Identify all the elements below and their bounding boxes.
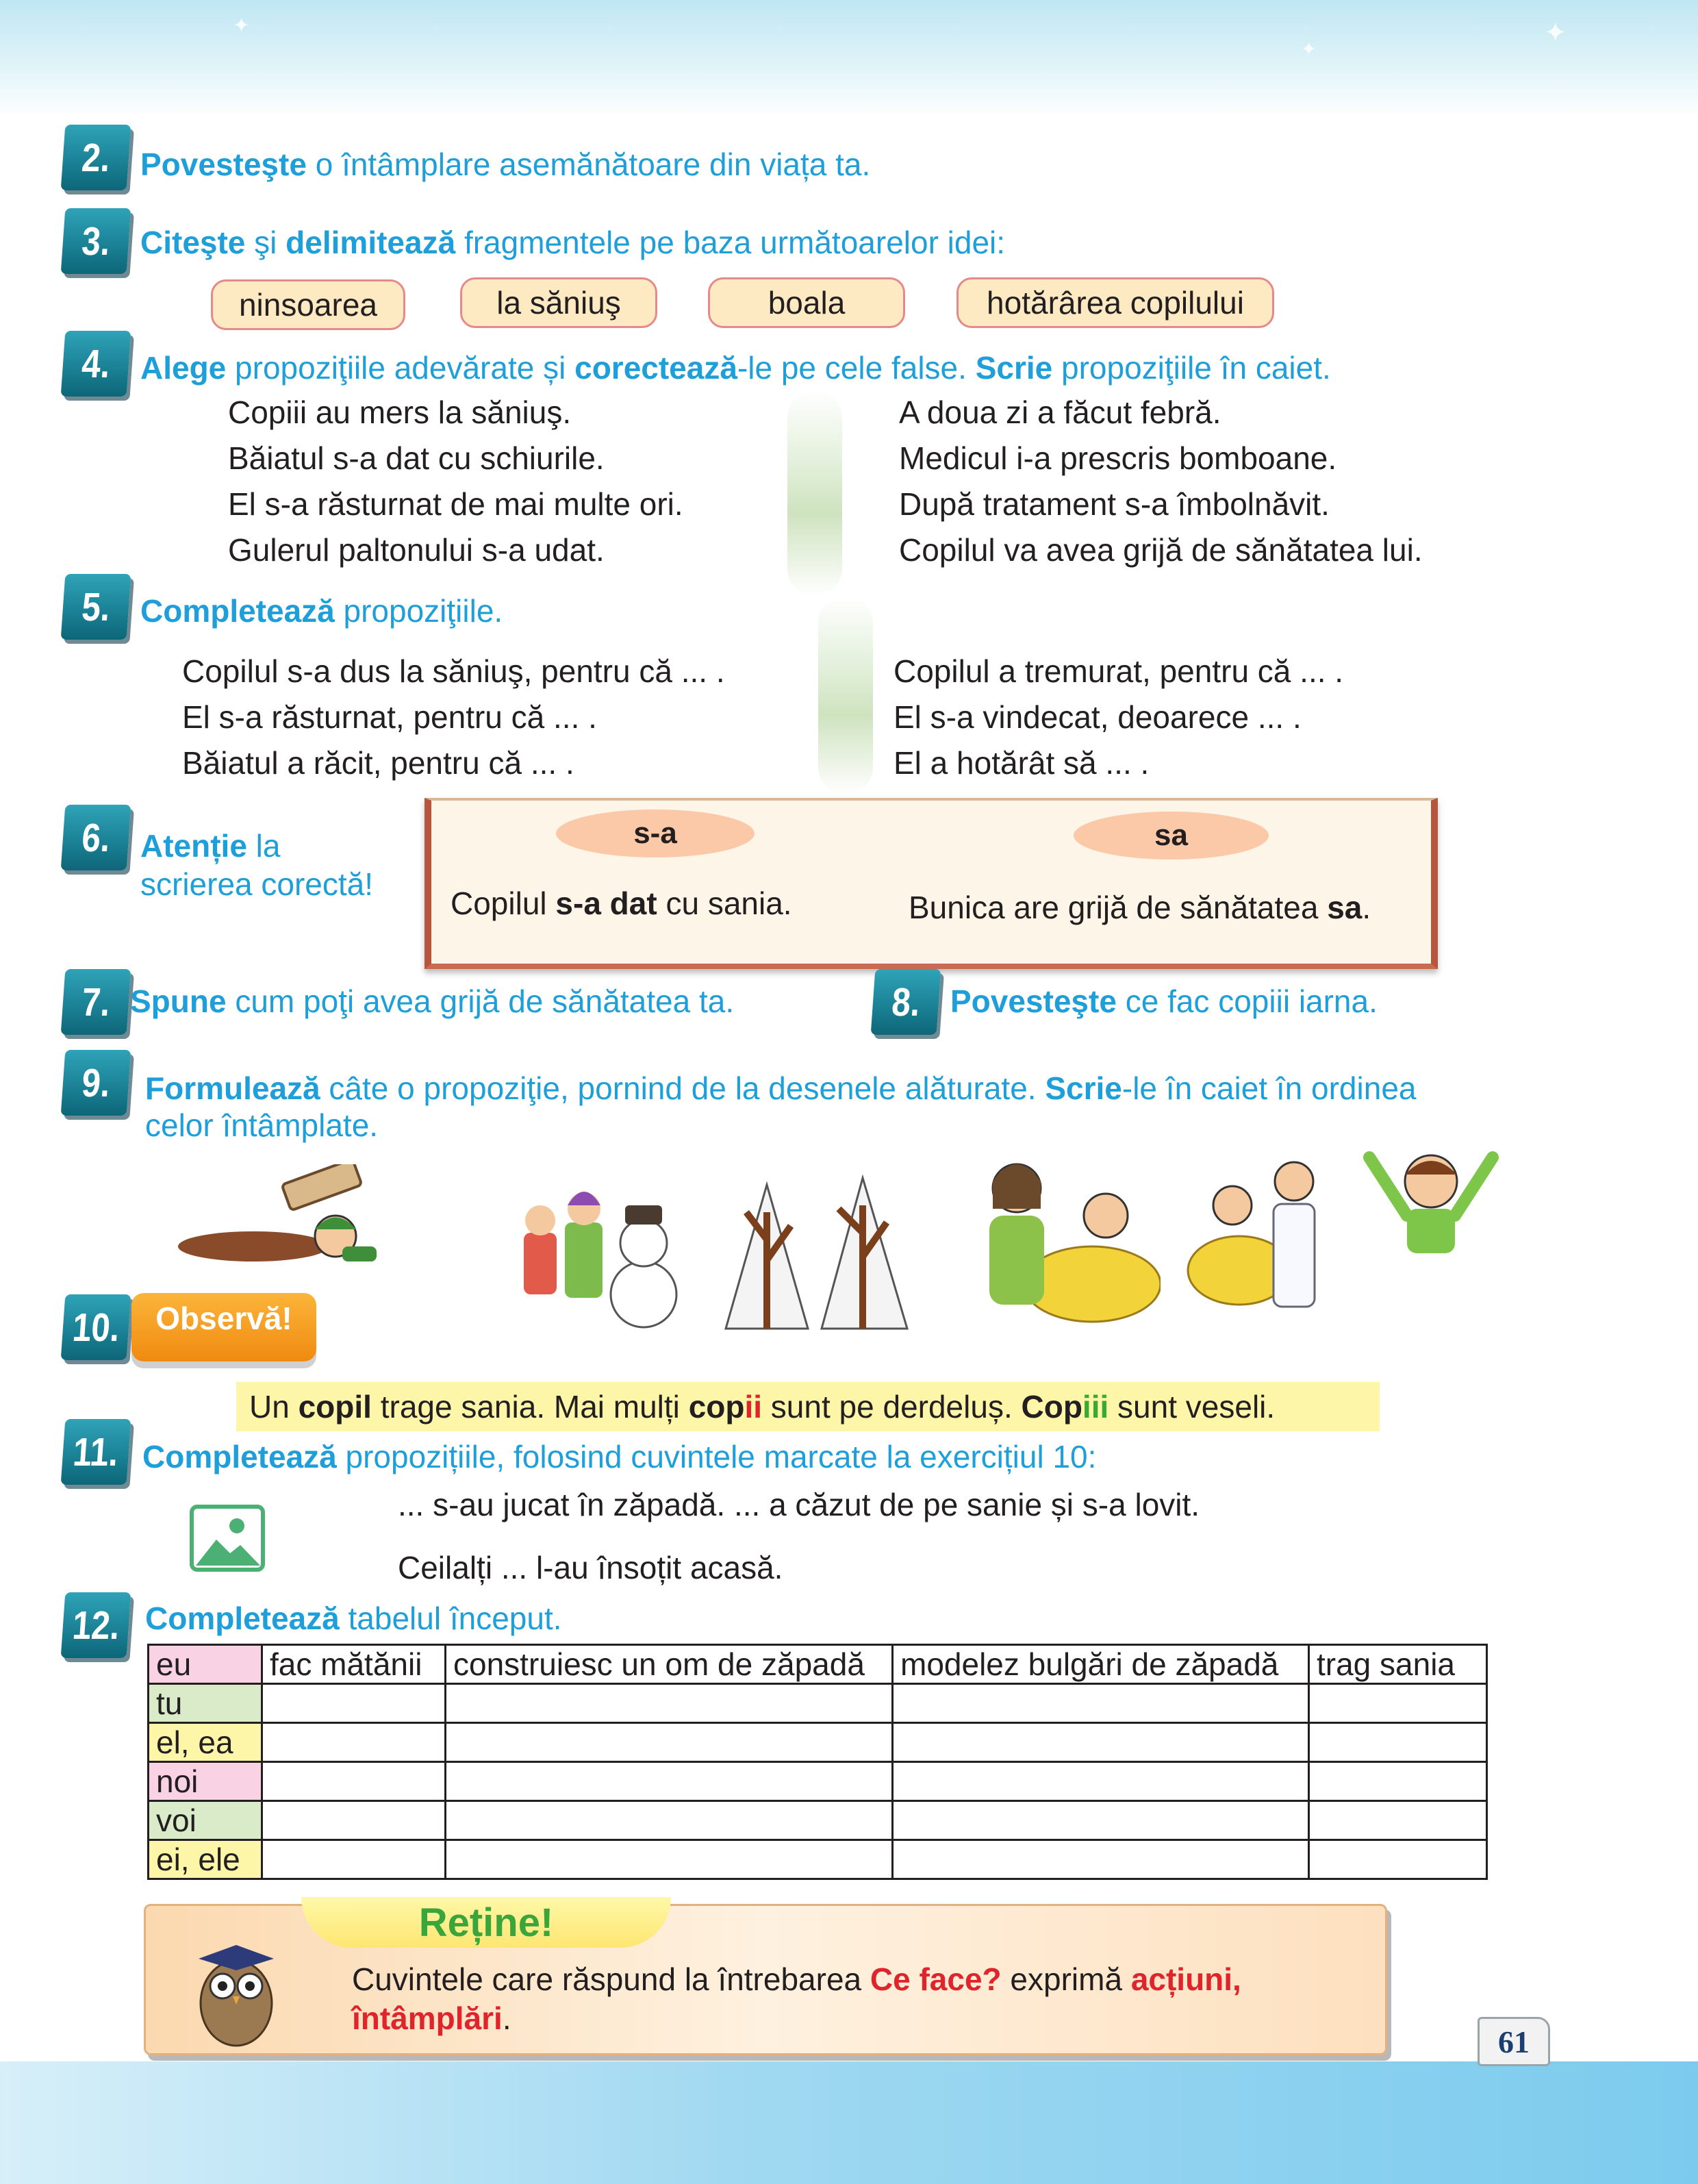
exercise-9-instruction	[145, 1070, 1416, 1107]
exercise-number-badge: 6.	[61, 805, 131, 870]
remember-text-line1	[352, 1961, 1241, 1998]
key-word: copil	[298, 1389, 372, 1424]
remember-text: .	[502, 2000, 511, 2036]
pronoun-cell: el, ea	[149, 1723, 262, 1762]
exercise-5-instruction	[140, 592, 503, 629]
exercise-11-instruction	[142, 1438, 1096, 1475]
answer-cell[interactable]	[1309, 1840, 1487, 1879]
instruction-text: fragmentele pe baza următoarelor idei:	[455, 225, 1006, 260]
decorative-swirl	[787, 390, 842, 596]
instruction-text: propoziţiile adevărate și	[226, 350, 575, 386]
image-placeholder-icon	[189, 1504, 266, 1572]
instruction-verb: corectează	[574, 350, 737, 386]
header-cell: construiesc un om de zăpadă	[446, 1645, 893, 1684]
instruction-text: celor întâmplate.	[145, 1107, 379, 1143]
instruction-text: la	[246, 828, 281, 864]
answer-cell[interactable]	[1309, 1801, 1487, 1840]
statement: Copiii au mers la săniuş.	[228, 394, 572, 430]
decorative-swirl	[818, 596, 873, 794]
sentence-to-complete: Ceilalți ... l-au însoțit acasă.	[398, 1550, 783, 1585]
answer-cell[interactable]	[446, 1723, 893, 1762]
instruction-verb: Atenție	[140, 828, 247, 864]
header-cell: modelez bulgări de zăpadă	[893, 1645, 1309, 1684]
table-row	[149, 1840, 1487, 1879]
remember-highlight: întâmplări	[352, 2000, 503, 2036]
happy-child-illustration	[1356, 1144, 1506, 1253]
mother-sick-child-illustration	[976, 1140, 1161, 1329]
header-cell: fac mătănii	[262, 1645, 446, 1684]
instruction-verb: Povesteşte	[950, 983, 1117, 1019]
exercise-number-badge: 9.	[61, 1050, 131, 1116]
example-text: Copilul	[451, 886, 556, 921]
answer-cell[interactable]	[262, 1801, 446, 1840]
instruction-text: propoziţiile în caiet.	[1052, 350, 1331, 386]
instruction-text: propozițiile, folosind cuvintele marcate la exercițiul 10:	[336, 1439, 1097, 1474]
sentence-to-complete: Copilul s-a dus la săniuş, pentru că ... .	[182, 653, 725, 689]
exercise-number-badge: 11.	[61, 1419, 131, 1485]
remember-title: Reține!	[301, 1897, 671, 1948]
instruction-text: tabelul început.	[339, 1601, 562, 1636]
answer-cell[interactable]	[893, 1840, 1309, 1879]
remember-text: exprimă	[1001, 1961, 1131, 1997]
table-row	[149, 1801, 1487, 1840]
answer-cell[interactable]	[262, 1684, 446, 1723]
sentence-text: sunt veseli.	[1108, 1389, 1276, 1424]
sentence-text: sunt pe derdeluș.	[762, 1389, 1022, 1424]
sparkle-icon: ✦	[1301, 38, 1317, 60]
owl-teacher-icon	[185, 1928, 288, 2048]
pronoun-cell: noi	[149, 1762, 262, 1801]
remember-highlight: acțiuni,	[1130, 1961, 1241, 1997]
table-header-row	[149, 1645, 1487, 1684]
bottom-background	[0, 2061, 1698, 2184]
instruction-verb: Povesteşte	[140, 147, 307, 182]
sentence-to-complete: El s-a răsturnat, pentru că ... .	[182, 699, 597, 735]
plural-ending: iii	[1082, 1389, 1109, 1424]
exercise-number-badge: 5.	[61, 574, 131, 640]
answer-cell[interactable]	[446, 1684, 893, 1723]
exercise-number-badge: 2.	[61, 125, 131, 190]
answer-cell[interactable]	[893, 1801, 1309, 1840]
observe-label: Observă!	[131, 1293, 316, 1361]
answer-cell[interactable]	[262, 1840, 446, 1879]
table-row	[149, 1684, 1487, 1723]
idea-pill: ninsoarea	[211, 279, 405, 330]
answer-cell[interactable]	[893, 1723, 1309, 1762]
sentence-to-complete: El s-a vindecat, deoarece ... .	[894, 699, 1302, 735]
instruction-text: scrierea corectă!	[140, 866, 374, 902]
example-text: .	[1362, 890, 1371, 925]
answer-cell[interactable]	[893, 1684, 1309, 1723]
sentence-to-complete: El a hotărât să ... .	[894, 745, 1150, 781]
instruction-verb: Scrie	[975, 350, 1053, 386]
spelling-label-oval: sa	[1074, 812, 1269, 859]
snowy-trees-illustration	[712, 1144, 917, 1335]
answer-cell[interactable]	[262, 1762, 446, 1801]
instruction-text: o întâmplare asemănătoare din viața ta.	[306, 147, 871, 182]
instruction-text: -le pe cele false.	[737, 350, 976, 386]
observation-sentence	[249, 1388, 1275, 1425]
statement: După tratament s-a îmbolnăvit.	[899, 486, 1330, 522]
instruction-verb: Alege	[140, 350, 227, 386]
instruction-verb: Citeşte	[140, 225, 246, 260]
remember-text-line2	[352, 2000, 511, 2037]
spelling-example	[451, 885, 792, 922]
exercise-number-badge: 3.	[61, 208, 131, 274]
spelling-label-oval: s-a	[556, 809, 755, 857]
fallen-child-sled-illustration	[171, 1164, 397, 1281]
instruction-verb: Spune	[130, 983, 227, 1019]
exercise-7-instruction	[130, 983, 734, 1020]
statement: A doua zi a făcut febră.	[899, 394, 1221, 430]
answer-cell[interactable]	[262, 1723, 446, 1762]
sentence-to-complete: ... s-au jucat în zăpadă. ... a căzut de pe sanie și s-a lovit.	[398, 1487, 1200, 1522]
sentence-to-complete: Copilul a tremurat, pentru că ... .	[894, 653, 1344, 689]
pronoun-cell: voi	[149, 1801, 262, 1840]
remember-highlight: Ce face?	[870, 1961, 1002, 1997]
page-number: 61	[1478, 2017, 1550, 2066]
answer-cell[interactable]	[446, 1801, 893, 1840]
instruction-text: propoziţiile.	[334, 593, 503, 629]
instruction-verb: Scrie	[1045, 1070, 1122, 1106]
exercise-2-instruction	[140, 146, 870, 183]
example-highlight: s-a dat	[555, 886, 657, 921]
table-row	[149, 1723, 1487, 1762]
idea-pill: hotărârea copilului	[956, 277, 1274, 328]
idea-pill: la săniuş	[460, 277, 657, 328]
exercise-number-badge: 10.	[61, 1294, 131, 1360]
header-cell: trag sania	[1309, 1645, 1487, 1684]
key-word: Cop	[1021, 1389, 1082, 1424]
statement: El s-a răsturnat de mai multe ori.	[228, 486, 683, 522]
idea-pill: boala	[708, 277, 905, 328]
pronoun-cell: ei, ele	[149, 1840, 262, 1879]
top-background	[0, 0, 1698, 116]
spelling-example	[909, 889, 1371, 926]
answer-cell[interactable]	[1309, 1684, 1487, 1723]
children-snowman-illustration	[510, 1157, 688, 1329]
instruction-verb: Completează	[145, 1601, 340, 1636]
sentence-text: Un	[249, 1389, 299, 1424]
exercise-number-badge: 7.	[61, 969, 131, 1035]
answer-cell[interactable]	[893, 1762, 1309, 1801]
sentence-text: trage sania. Mai mulți	[371, 1389, 689, 1424]
sentence-to-complete: Băiatul a răcit, pentru că ... .	[182, 745, 574, 781]
example-text: cu sania.	[657, 886, 792, 921]
key-word: cop	[688, 1389, 745, 1424]
doctor-child-illustration	[1184, 1151, 1335, 1311]
exercise-12-instruction	[145, 1600, 562, 1637]
pronoun-cell: eu	[149, 1645, 262, 1684]
remember-text: Cuvintele care răspund la întrebarea	[352, 1961, 870, 1997]
conjugation-table	[147, 1644, 1488, 1880]
answer-cell[interactable]	[1309, 1762, 1487, 1801]
example-text: Bunica are grijă de sănătatea	[909, 890, 1328, 925]
instruction-text: câte o propoziţie, pornind de la desenele alăturate.	[320, 1070, 1046, 1106]
statement: Medicul i-a prescris bomboane.	[899, 440, 1337, 476]
statement: Gulerul paltonului s-a udat.	[228, 532, 605, 568]
instruction-text: şi	[245, 225, 286, 260]
answer-cell[interactable]	[446, 1762, 893, 1801]
instruction-verb: Formulează	[145, 1070, 320, 1106]
exercise-number-badge: 8.	[871, 969, 941, 1035]
exercise-4-instruction	[140, 349, 1331, 386]
answer-cell[interactable]	[446, 1840, 893, 1879]
instruction-verb: delimitează	[286, 225, 456, 260]
exercise-8-instruction	[950, 983, 1378, 1020]
pronoun-cell: tu	[149, 1684, 262, 1723]
exercise-6-instruction	[140, 827, 281, 864]
instruction-verb: Completează	[140, 593, 335, 629]
statement: Copilul va avea grijă de sănătatea lui.	[899, 532, 1423, 568]
statement: Băiatul s-a dat cu schiurile.	[228, 440, 605, 476]
plural-ending: ii	[744, 1389, 763, 1424]
exercise-number-badge: 12.	[61, 1592, 131, 1658]
table-row	[149, 1762, 1487, 1801]
answer-cell[interactable]	[1309, 1723, 1487, 1762]
sparkle-icon: ✦	[233, 14, 251, 37]
instruction-text: cum poţi avea grijă de sănătatea ta.	[226, 983, 735, 1019]
sparkle-icon: ✦	[1544, 18, 1567, 48]
exercise-3-instruction	[140, 224, 1005, 261]
exercise-number-badge: 4.	[61, 331, 131, 397]
instruction-text: ce fac copiii iarna.	[1116, 983, 1378, 1019]
instruction-verb: Completează	[142, 1439, 337, 1474]
instruction-text: -le în caiet în ordinea	[1122, 1070, 1417, 1106]
example-highlight: sa	[1327, 890, 1363, 925]
